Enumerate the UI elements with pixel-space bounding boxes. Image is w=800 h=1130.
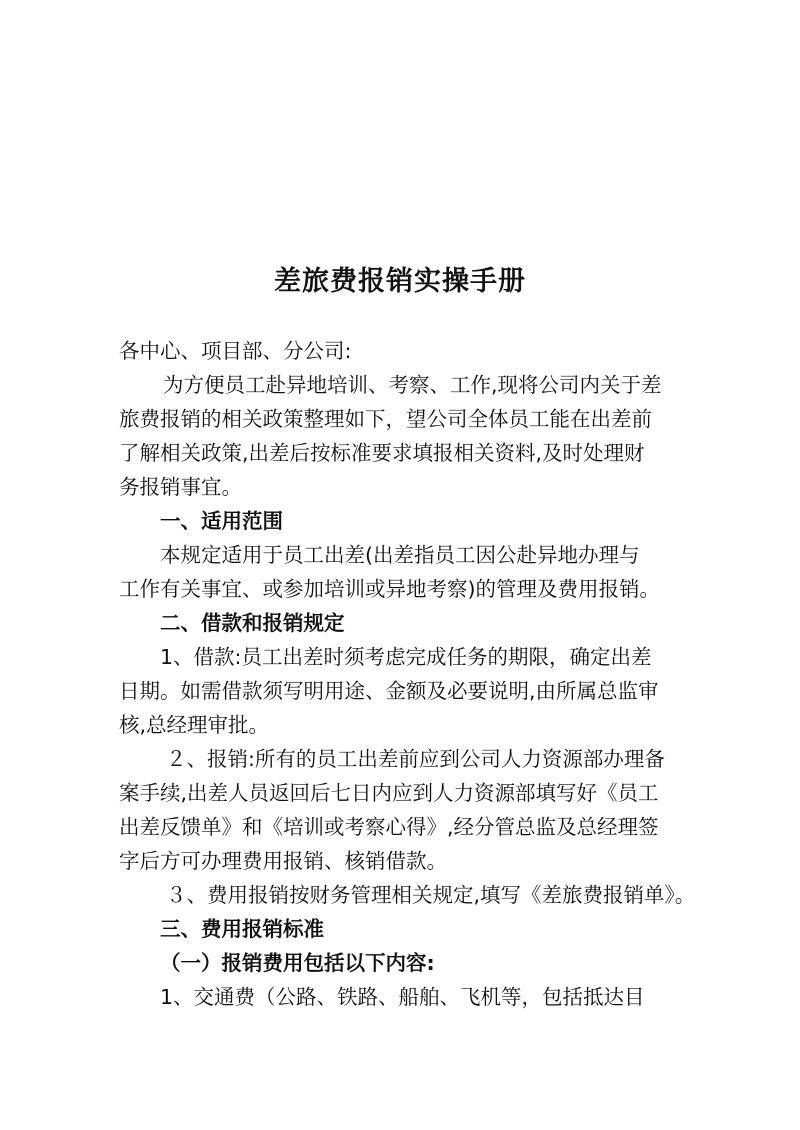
- reimburse-line-1: ２、报销:所有的员工出差前应到公司人力资源部办理备: [166, 747, 665, 771]
- reimburse-line-3: 出差反馈单》和《培训或考察心得》,经分管总监及总经理签: [119, 815, 659, 839]
- loan-line-3: 核,总经理审批。: [119, 713, 270, 737]
- reimburse-line-4: 字后方可办理费用报销、核销借款。: [119, 849, 447, 873]
- section-heading-standards: 三、费用报销标准: [160, 917, 324, 941]
- intro-line-1: 为方便员工赴异地培训、考察、工作,现将公司内关于差: [163, 373, 662, 397]
- document-title: 差旅费报销实操手册: [274, 266, 526, 297]
- expense-rule-line: ３、费用报销按财务管理相关规定,填写《差旅费报销单》。: [166, 883, 696, 907]
- salutation-line: 各中心、项目部、分公司:: [119, 339, 352, 363]
- intro-line-4: 务报销事宜。: [119, 475, 242, 499]
- scope-line-2: 工作有关事宜、或参加培训或异地考察)的管理及费用报销。: [119, 577, 660, 601]
- section-heading-scope: 一、适用范围: [160, 509, 283, 533]
- transport-line-1: 1、交通费（公路、铁路、船舶、飞机等，包括抵达目: [160, 985, 645, 1009]
- reimburse-line-2: 案手续,出差人员返回后七日内应到人力资源部填写好《员工: [119, 781, 659, 805]
- intro-line-2: 旅费报销的相关政策整理如下，望公司全体员工能在出差前: [119, 407, 652, 431]
- intro-line-3: 了解相关政策,出差后按标准要求填报相关资料,及时处理财: [119, 441, 645, 465]
- scope-line-1: 本规定适用于员工出差(出差指员工因公赴异地办理与: [160, 543, 640, 567]
- subsection-heading-contents: （一）报销费用包括以下内容:: [160, 951, 435, 975]
- section-heading-loan: 二、借款和报销规定: [160, 611, 345, 635]
- loan-line-1: 1、借款:员工出差时须考虑完成任务的期限，确定出差: [160, 645, 652, 669]
- loan-line-2: 日期。如需借款须写明用途、金额及必要说明,由所属总监审: [119, 679, 659, 703]
